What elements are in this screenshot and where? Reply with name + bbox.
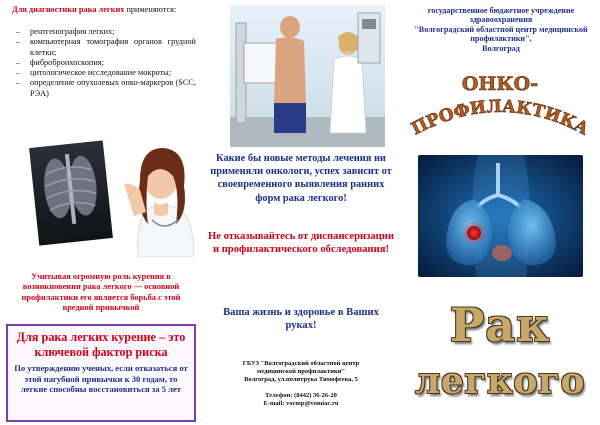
lungs-image (418, 155, 583, 277)
diagnostics-intro-rest: применяются: (124, 5, 177, 14)
smoking-risk-title: Для рака легких курение – это ключевой фактор риска (16, 330, 186, 359)
organization-city: Волгоград (482, 43, 520, 53)
doctor-xray-photo (28, 132, 194, 257)
contact-org-line2: медицинской профилактики" (256, 368, 346, 376)
onco-prophylaxis-title (400, 62, 600, 142)
organization-type: государственное бюджетное учреждение здравоохранения (427, 6, 575, 25)
list-item: – определение опухолевых онко-маркеров (SCC, РЭА) (12, 78, 196, 99)
organization-header (406, 6, 596, 53)
contact-org-line1: ГБУЗ "Волгоградский областной центр (242, 360, 360, 367)
smoking-prevention-text: Учитывая огромную роль курения в возникновении рака легкого — основной профилактики его является борьба с этой вредной привычкой (21, 272, 181, 313)
organization-name: "Волгоградский областной центр медицинской профилактики", (414, 24, 588, 44)
panel-cover (400, 0, 600, 425)
panel-diagnostics (0, 0, 200, 425)
doctor-illustration (28, 132, 194, 257)
diagnostics-list (12, 27, 196, 99)
arc-title-line2 (408, 97, 592, 140)
contact-email: E-mail: vocmp@vomiac.ru (263, 400, 339, 408)
arc-title-line1: ОНКО- (461, 73, 539, 95)
list-item: – компьютерная томография органов грудной клетки; (12, 37, 196, 58)
diagnostics-intro (12, 5, 194, 15)
cover-title-line1: Рак (449, 298, 551, 352)
list-item: – цитологическое исследование мокроты; (12, 68, 196, 78)
health-slogan: Ваша жизнь и здоровье в Ваших руках! (223, 307, 379, 332)
arc-title-line2-path: ПРОФИЛАКТИКА (408, 96, 592, 140)
diagnostics-intro-highlight: Для диагностики рака легких (12, 5, 125, 14)
smoking-risk-box (6, 324, 196, 422)
panel-message (200, 0, 400, 425)
lungs-illustration (418, 155, 583, 277)
xray-exam-illustration (230, 5, 385, 147)
list-item: – фибробронхоскопия; (12, 58, 196, 68)
screening-call-to-action: Не отказывайтесь от диспансеризации и профилактического обследования! (208, 231, 394, 256)
contact-phone: Телефон: (8442) 36-26-20 (265, 392, 337, 400)
treatment-message: Какие бы новые методы лечения ни применяли онкологи, успех зависит от своевременного выявления ранних форм рака легкого! (210, 153, 392, 204)
list-item: – рентгенография легких; (12, 27, 196, 37)
smoking-risk-body: По утверждению ученых, если отказаться от этой пагубной привычки к 30 годам, то легкие способны восстановиться за 5 лет (14, 363, 188, 395)
cover-title-line2: легкого (415, 360, 585, 402)
xray-exam-photo (230, 5, 385, 147)
contact-address: Волгоград, ул.политрука Тимофеева, 5 (244, 376, 358, 384)
contact-block (208, 360, 394, 408)
